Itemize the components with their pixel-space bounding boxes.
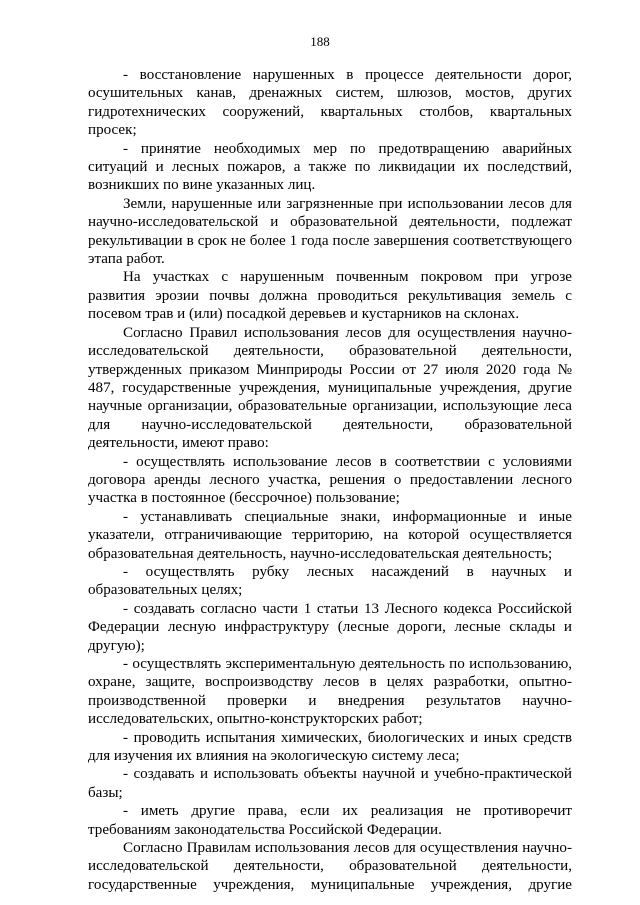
paragraph-logging: - осуществлять рубку лесных насаждений в научных и образовательных целях; — [88, 563, 572, 599]
paragraph-fire-prevention: - принятие необходимых мер по предотвращению аварийных ситуаций и лесных пожаров, а также по ликвидации их последствий, возникших по вине указанных лиц. — [88, 140, 572, 194]
paragraph-testing: - проводить испытания химических, биологических и иных средств для изучения их влияния на экологическую систему леса; — [88, 729, 572, 765]
paragraph-signs: - устанавливать специальные знаки, информационные и иные указатели, отграничивающие территорию, на которой осуществляется образовательная деятельность, научно-исследовательская деятельность; — [88, 508, 572, 562]
paragraph-infrastructure: - создавать согласно части 1 статьи 13 Лесного кодекса Российской Федерации лесную инфраструктуру (лесные дороги, лесные склады и другую); — [88, 600, 572, 654]
paragraph-other-rights: - иметь другие права, если их реализация не противоречит требованиям законодательства Российской Федерации. — [88, 803, 572, 838]
document-body — [88, 66, 572, 894]
page-number: 188 — [310, 34, 330, 49]
paragraph-rules-continued: Согласно Правилам использования лесов для осуществления научно-исследовательской деятельности, образовательной деятельности, государственные учреждения, муниципальные учреждения, другие — [88, 840, 572, 893]
paragraph-road-restoration: - восстановление нарушенных в процессе деятельности дорог, осушительных канав, дренажных систем, шлюзов, мостов, других гидротехнических сооружений, квартальных столбов, квартальных просек; — [88, 67, 572, 139]
paragraph-base-objects: - создавать и использовать объекты научной и учебно-практической базы; — [88, 766, 572, 801]
paragraph-land-recultivation: Земли, нарушенные или загрязненные при использовании лесов для научно-исследовательской и образовательной деятельности, подлежат рекультивации в срок не более 1 года после завершения соответствующего этапа работ. — [88, 195, 572, 268]
paragraph-erosion: На участках с нарушенным почвенным покровом при угрозе развития эрозии почвы должна проводиться рекультивация земель с посевом трав и (или) посадкой деревьев и кустарников на склонах. — [88, 269, 572, 323]
paragraph-forest-use: - осуществлять использование лесов в соответствии с условиями договора аренды лесного участка, решения о предоставлении лесного участка в постоянное (бессрочное) пользование; — [88, 453, 572, 507]
paragraph-rules-rights: Согласно Правил использования лесов для осуществления научно-исследовательской деятельности, образовательной деятельности, утвержденных приказом Минприроды России от 27 июля 2020 года № 487, государственные учреждения, муниципальные учреждения, другие научные организации, образовательные организации, использующие леса для научно-исследовательской деятельности, образовательной деятельности, имеют право: — [88, 324, 572, 452]
paragraph-experimental: - осуществлять экспериментальную деятельность по использованию, охране, защите, воспроизводству лесов в целях разработки, опытно-производственной проверки и внедрения результатов научно-исследовательских, опытно-конструкторских работ; — [88, 656, 572, 728]
